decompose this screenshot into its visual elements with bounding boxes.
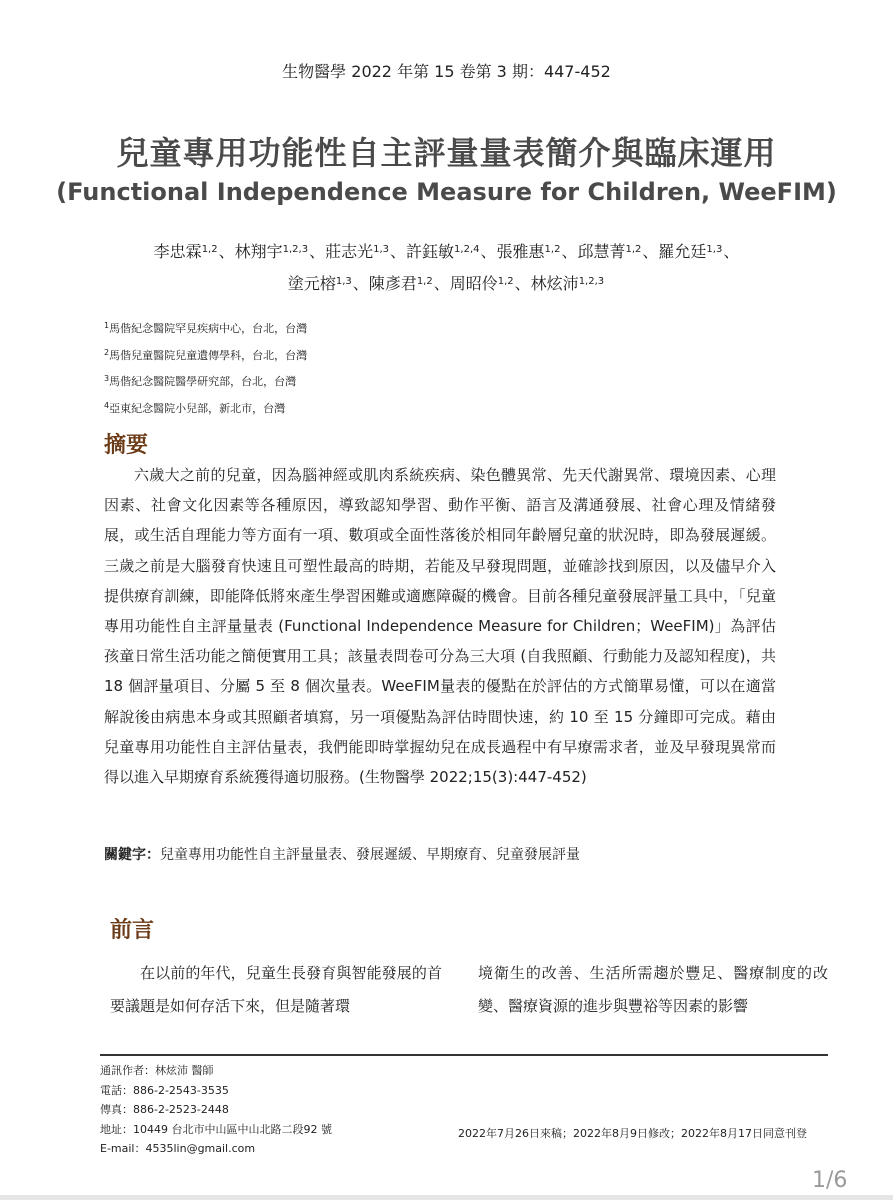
affiliation: $^2$馬偕兒童醫院兒童遺傳學科，台北，台灣 <box>104 347 308 362</box>
abstract-heading: 摘要 <box>104 433 149 458</box>
intro-heading: 前言 <box>110 918 155 943</box>
affiliation: $^4$亞東紀念醫院小兒部，新北市，台灣 <box>104 400 286 415</box>
author: 羅允廷$^{1,3}$ <box>658 242 723 261</box>
author: 莊志光$^{1,3}$ <box>325 242 390 261</box>
author-list: 李忠霖$^{1,2}$、林翔宇$^{1,2,3}$、莊志光$^{1,3}$、許鈺敏$^{1,2,4}$、張雅惠$^{1,2}$、邱慧菁$^{1,2}$、羅允廷$^{1,3}$、 塗元榕$^{1,3}$、陳彥君$^{1,2}$、周昭伶$^{1,2}$、林炫沛$^{1,2,3}$ <box>153 242 740 293</box>
author: 周昭伶$^{1,2}$ <box>449 274 514 293</box>
author: 陳彥君$^{1,2}$ <box>368 274 433 293</box>
title-english: (Functional Independence Measure for Children, WeeFIM) <box>56 178 837 206</box>
journal-header: 生物醫學 2022 年第 15 卷第 3 期：447-452 <box>282 62 611 81</box>
keywords-text: 兒童專用功能性自主評量量表、發展遲緩、早期療育、兒童發展評量 <box>160 847 580 863</box>
author: 邱慧菁$^{1,2}$ <box>577 242 642 261</box>
title-chinese: 兒童專用功能性自主評量量表簡介與臨床運用 <box>116 134 777 172</box>
intro-column-left: 在以前的年代，兒童生長發育與智能發展的首要議題是如何存活下來，但是隨著環 <box>110 964 442 1015</box>
correspondence-info <box>100 1061 332 1159</box>
corresponding-author: 通訊作者：林炫沛 醫師 <box>100 1064 214 1077</box>
author: 張雅惠$^{1,2}$ <box>496 242 561 261</box>
fax: 傳真：886-2-2523-2448 <box>100 1103 229 1116</box>
phone: 電話：886-2-2543-3535 <box>100 1083 229 1097</box>
author: 林翔宇$^{1,2,3}$ <box>234 242 309 261</box>
keywords <box>104 844 804 864</box>
affiliation-list <box>104 314 604 420</box>
intro-column-right: 境衛生的改善、生活所需趨於豐足、醫療制度的改變、醫療資源的進步與豐裕等因素的影響 <box>478 964 828 1015</box>
author: 李忠霖$^{1,2}$ <box>153 242 218 261</box>
abstract-body: 六歲大之前的兒童，因為腦神經或肌肉系統疾病、染色體異常、先天代謝異常、環境因素、心理因素、社會文化因素等各種原因，導致認知學習、動作平衡、語言及溝通發展、社會心理及情緒發展，或生活自理能力等方面有一項、數項或全面性落後於相同年齡層兒童的狀況時，即為發展遲緩。三歲之前是大腦發育快速且可塑性最高的時期，若能及早發現問題，並確診找到原因，以及儘早介入提供療育訓練，即能降低將來產生學習困難或適應障礙的機會。目前各種兒童發展評量工具中，「兒童專用功能性自主評量量表 (Functional Independence Measure for Children；WeeFIM)」為評估孩童日常生活功能之簡便實用工具；該量表問卷可分為三大項 (自我照顧、行動能力及認知程度)，共 18 個評量項目、分屬 5 至 8 個次量表。WeeFIM量表的優點在於評估的方式簡單易懂，可以在適當解說後由病患本身或其照顧者填寫，另一項優點為評估時間快速，約 10 至 15 分鐘即可完成。藉由兒童專用功能性自主評估量表，我們能即時掌握幼兒在成長過程中有早療需求者，並及早發現異常而得以進入早期療育系統獲得適切服務。(生物醫學 2022;15(3):447-452) <box>104 466 776 787</box>
author: 塗元榕$^{1,3}$ <box>287 274 352 293</box>
affiliation: $^1$馬偕紀念醫院罕見疾病中心，台北，台灣 <box>104 321 308 335</box>
affiliation: $^3$馬偕紀念醫院醫學研究部，台北，台灣 <box>104 374 297 388</box>
keywords-label: 關鍵字： <box>104 847 160 863</box>
page-indicator: 1/6 <box>812 1168 848 1193</box>
submission-dates: 2022年7月26日來稿；2022年8月9日修改；2022年8月17日同意刊登 <box>458 1127 807 1140</box>
footer-divider <box>100 1054 828 1056</box>
address: 地址：10449 台北市中山區中山北路二段92 號 <box>100 1122 332 1136</box>
viewer-bottom-bar <box>0 1195 893 1200</box>
author: 許鈺敏$^{1,2,4}$ <box>406 242 480 261</box>
email: E-mail：4535lin@gmail.com <box>100 1142 256 1155</box>
author: 林炫沛$^{1,2,3}$ <box>530 274 605 293</box>
